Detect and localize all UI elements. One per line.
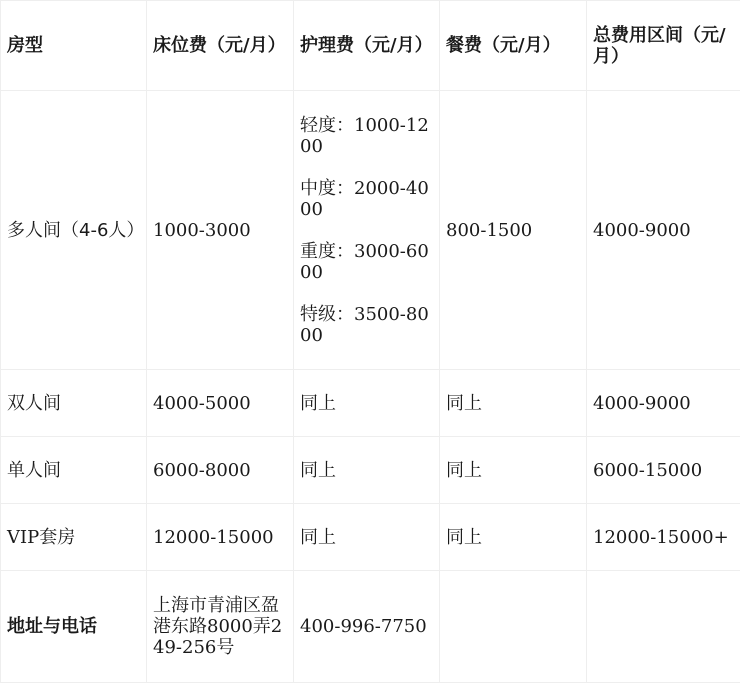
header-care-fee: 护理费（元/月） bbox=[294, 1, 440, 91]
care-level-special: 特级：3500-8000 bbox=[300, 303, 429, 346]
cell-address: 上海市青浦区盈港东路8000弄249-256号 bbox=[147, 571, 294, 683]
cell-meal-fee: 800-1500 bbox=[440, 91, 587, 370]
cell-care-fee: 同上 bbox=[294, 437, 440, 504]
cell-room-type: 双人间 bbox=[1, 370, 147, 437]
table-row bbox=[1, 370, 740, 437]
cell-bed-fee: 4000-5000 bbox=[147, 370, 294, 437]
cell-phone: 400-996-7750 bbox=[294, 571, 440, 683]
table-header-row bbox=[1, 1, 740, 91]
cell-empty bbox=[440, 571, 587, 683]
table-row bbox=[1, 437, 740, 504]
cell-room-type: 多人间（4-6人） bbox=[1, 91, 147, 370]
cell-bed-fee: 12000-15000 bbox=[147, 504, 294, 571]
header-bed-fee: 床位费（元/月） bbox=[147, 1, 294, 91]
header-total-range: 总费用区间（元/月） bbox=[587, 1, 740, 91]
care-level-medium: 中度：2000-4000 bbox=[300, 177, 429, 220]
cell-room-type: VIP套房 bbox=[1, 504, 147, 571]
cell-empty bbox=[587, 571, 740, 683]
cell-address-label: 地址与电话 bbox=[1, 571, 147, 683]
cell-care-fee: 同上 bbox=[294, 370, 440, 437]
cell-care-fee: 同上 bbox=[294, 504, 440, 571]
cell-total-range: 4000-9000 bbox=[587, 370, 740, 437]
care-level-heavy: 重度：3000-6000 bbox=[300, 240, 429, 283]
cell-total-range: 4000-9000 bbox=[587, 91, 740, 370]
cell-total-range: 12000-15000+ bbox=[587, 504, 740, 571]
cell-room-type: 单人间 bbox=[1, 437, 147, 504]
cell-meal-fee: 同上 bbox=[440, 370, 587, 437]
cell-bed-fee: 1000-3000 bbox=[147, 91, 294, 370]
table-row bbox=[1, 504, 740, 571]
cell-care-fee-levels bbox=[294, 91, 440, 370]
cell-bed-fee: 6000-8000 bbox=[147, 437, 294, 504]
table-row-address bbox=[1, 571, 740, 683]
header-meal-fee: 餐费（元/月） bbox=[440, 1, 587, 91]
table-row bbox=[1, 91, 740, 370]
cell-meal-fee: 同上 bbox=[440, 437, 587, 504]
care-level-light: 轻度：1000-1200 bbox=[300, 114, 429, 157]
cell-total-range: 6000-15000 bbox=[587, 437, 740, 504]
header-room-type: 房型 bbox=[1, 1, 147, 91]
cell-meal-fee: 同上 bbox=[440, 504, 587, 571]
